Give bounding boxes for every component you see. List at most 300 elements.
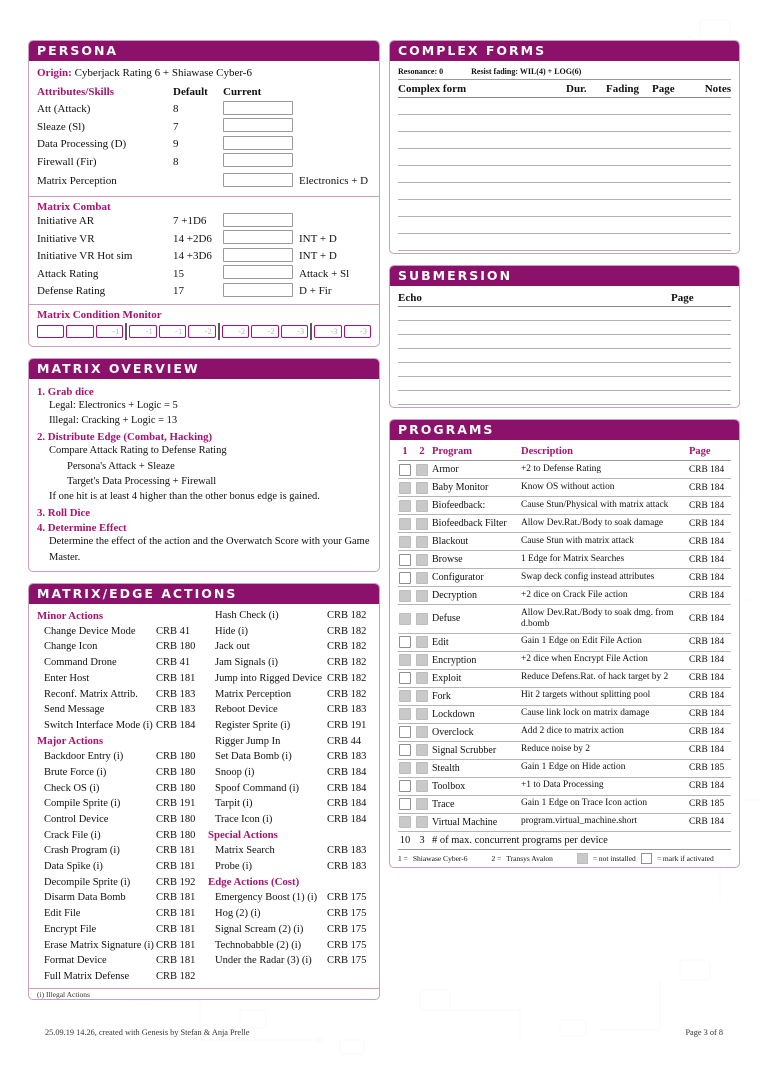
- action-row: [208, 655, 371, 671]
- action-group-header: Major Actions: [37, 735, 104, 748]
- action-page-ref: CRB 180: [156, 751, 196, 763]
- program-page-ref: CRB 184: [689, 727, 725, 738]
- condition-monitor-box[interactable]: -3: [344, 325, 371, 338]
- action-label: Hog (2) (i): [215, 908, 261, 920]
- program-row: [398, 796, 731, 814]
- program-name: Defuse: [432, 613, 461, 625]
- action-row: [208, 749, 371, 765]
- action-label: Emergency Boost (1) (i): [215, 892, 318, 904]
- action-row: [37, 718, 200, 734]
- action-page-ref: CRB 180: [156, 641, 196, 653]
- combat-current-input[interactable]: [223, 265, 293, 279]
- program-description: Swap deck config instead attributes: [521, 571, 655, 582]
- action-label: Data Spike (i): [44, 861, 103, 873]
- matrix-combat-row: [37, 248, 371, 266]
- program-row: [398, 670, 731, 688]
- action-row: [37, 969, 200, 985]
- action-page-ref: CRB 183: [327, 751, 367, 763]
- program-checkbox-device-2: [416, 636, 428, 648]
- action-row: [37, 922, 200, 938]
- program-checkbox-device-1[interactable]: [399, 554, 411, 566]
- footer-credits: 25.09.19 14.26, created with Genesis by Stefan & Anja Prelle: [45, 1028, 250, 1037]
- action-page-ref: CRB 175: [327, 892, 367, 904]
- blank-table-row: [398, 391, 731, 405]
- program-name: Stealth: [432, 762, 460, 774]
- action-page-ref: CRB 175: [327, 923, 367, 935]
- matrix-combat-row: [37, 265, 371, 283]
- overview-step-line: Illegal: Cracking + Logic = 13: [49, 415, 178, 427]
- action-row: [37, 796, 200, 812]
- action-label: Hash Check (i): [215, 610, 279, 622]
- action-group-header: Edge Actions (Cost): [208, 876, 300, 889]
- action-row: [208, 780, 371, 796]
- left-column: [28, 40, 380, 1011]
- max-programs-device-2: 3: [419, 834, 425, 846]
- action-row: [208, 639, 371, 655]
- program-row: [398, 814, 731, 832]
- program-description: Gain 1 Edge on Trace Icon action: [521, 798, 648, 809]
- program-page-ref: CRB 185: [689, 799, 725, 810]
- legend-key-2: 2 =: [491, 853, 502, 863]
- action-page-ref: CRB 181: [156, 908, 196, 920]
- action-row: [37, 749, 200, 765]
- program-row: [398, 551, 731, 569]
- attributes-header-row: [37, 83, 371, 101]
- attribute-row: [37, 136, 371, 154]
- program-checkbox-device-1[interactable]: [399, 726, 411, 738]
- legend-device-1: Shiawase Cyber-6: [412, 853, 468, 863]
- action-page-ref: CRB 184: [327, 766, 367, 778]
- persona-section: [28, 40, 380, 347]
- condition-monitor-box[interactable]: -2: [222, 325, 249, 338]
- col-prog-page: Page: [689, 446, 711, 457]
- action-row: [208, 890, 371, 906]
- action-label: Change Device Mode: [44, 625, 136, 637]
- action-page-ref: CRB 182: [327, 672, 367, 684]
- resist-fading-value: Resist fading: WIL(4) + LOG(6): [471, 67, 582, 76]
- action-label: Switch Interface Mode (i): [44, 719, 153, 731]
- program-page-ref: CRB 184: [689, 655, 725, 666]
- col-notes: Notes: [704, 83, 731, 95]
- action-page-ref: CRB 181: [156, 955, 196, 967]
- combat-default: 7 +1D6: [173, 215, 207, 228]
- col-page: Page: [652, 83, 675, 95]
- origin-label: Origin:: [37, 67, 72, 79]
- programs-summary-row: [398, 832, 731, 850]
- condition-monitor-box[interactable]: -3: [281, 325, 308, 338]
- matrix-combat-row: [37, 283, 371, 301]
- action-label: Spoof Command (i): [215, 782, 299, 794]
- combat-name: Attack Rating: [37, 267, 99, 280]
- action-page-ref: CRB 181: [156, 892, 196, 904]
- attribute-row: [37, 101, 371, 119]
- blank-table-row: [398, 335, 731, 349]
- program-row: [398, 724, 731, 742]
- action-page-ref: CRB 183: [156, 704, 196, 716]
- action-label: Format Device: [44, 955, 107, 967]
- program-description: Reduce noise by 2: [521, 744, 590, 755]
- condition-monitor-box[interactable]: -2: [188, 325, 215, 338]
- program-row: [398, 742, 731, 760]
- action-label: Compile Sprite (i): [44, 798, 121, 810]
- program-row: [398, 587, 731, 605]
- divider: [29, 304, 379, 305]
- action-label: Command Drone: [44, 657, 117, 669]
- complex-forms-title: COMPLEX FORMS: [390, 41, 739, 61]
- program-row: [398, 634, 731, 652]
- complex-forms-blank-rows: [398, 98, 731, 251]
- col-device-2: 2: [419, 446, 425, 457]
- action-label: Jam Signals (i): [215, 657, 278, 669]
- program-name: Trace: [432, 798, 455, 810]
- program-checkbox-device-1[interactable]: [399, 672, 411, 684]
- action-row: [37, 906, 200, 922]
- combat-name: Initiative VR: [37, 232, 95, 245]
- program-checkbox-device-1[interactable]: [399, 464, 411, 476]
- action-page-ref: CRB 183: [327, 845, 367, 857]
- program-row: [398, 515, 731, 533]
- submersion-header-row: [398, 290, 731, 307]
- origin-value: Cyberjack Rating 6 + Shiawase Cyber-6: [74, 67, 252, 79]
- action-row: [208, 686, 371, 702]
- action-row: [208, 906, 371, 922]
- action-page-ref: CRB 181: [156, 672, 196, 684]
- program-checkbox-device-1[interactable]: [399, 780, 411, 792]
- matrix-combat-title: Matrix Combat: [37, 200, 111, 213]
- combat-note: Attack + Sl: [299, 267, 350, 280]
- action-label: Matrix Perception: [215, 688, 292, 700]
- program-checkbox-device-2: [416, 482, 428, 494]
- program-description: Gain 1 Edge on Hide action: [521, 762, 626, 773]
- matrix-perception-row: [37, 171, 371, 192]
- action-row: [37, 671, 200, 687]
- complex-forms-header-row: [398, 80, 731, 98]
- max-programs-text: # of max. concurrent programs per device: [432, 834, 608, 846]
- combat-current-input[interactable]: [223, 283, 293, 297]
- program-checkbox-device-2: [416, 554, 428, 566]
- attribute-default: 9: [173, 138, 179, 151]
- program-checkbox-device-2: [416, 572, 428, 584]
- matrix-perception-input[interactable]: [223, 173, 293, 187]
- program-checkbox-device-1[interactable]: [399, 744, 411, 756]
- action-label: Check OS (i): [44, 782, 100, 794]
- program-name: Baby Monitor: [432, 482, 489, 493]
- program-rows: [398, 461, 731, 832]
- program-row: [398, 569, 731, 587]
- action-row: [37, 639, 200, 655]
- program-row: [398, 479, 731, 497]
- action-page-ref: CRB 180: [156, 782, 196, 794]
- program-name: Browse: [432, 554, 463, 565]
- col-fading: Fading: [606, 83, 640, 95]
- actions-section: [28, 583, 380, 1001]
- action-label: Enter Host: [44, 672, 90, 684]
- action-row: [37, 702, 200, 718]
- action-label: Change Icon: [44, 641, 98, 653]
- condition-monitor-divider: [125, 323, 127, 340]
- program-page-ref: CRB 184: [689, 590, 725, 601]
- action-page-ref: CRB 184: [327, 782, 367, 794]
- blank-table-row: [398, 149, 731, 166]
- col-echo: Echo: [398, 292, 422, 304]
- program-page-ref: CRB 184: [689, 572, 725, 583]
- program-checkbox-device-1: [399, 816, 411, 828]
- col-description: Description: [521, 446, 573, 457]
- action-page-ref: CRB 182: [327, 657, 367, 669]
- condition-monitor-box[interactable]: -3: [314, 325, 341, 338]
- program-checkbox-device-2: [416, 672, 428, 684]
- action-row: [208, 733, 371, 749]
- blank-table-row: [398, 183, 731, 200]
- action-page-ref: CRB 183: [156, 688, 196, 700]
- action-page-ref: CRB 182: [156, 970, 196, 982]
- program-checkbox-device-1[interactable]: [399, 636, 411, 648]
- program-checkbox-device-1: [399, 708, 411, 720]
- col-program: Program: [432, 446, 473, 457]
- program-checkbox-device-2: [416, 708, 428, 720]
- program-checkbox-device-1[interactable]: [399, 572, 411, 584]
- combat-name: Initiative AR: [37, 215, 95, 228]
- program-name: Configurator: [432, 572, 484, 583]
- program-description: Cause Stun/Physical with matrix attack: [521, 499, 669, 510]
- blank-table-row: [398, 132, 731, 149]
- program-checkbox-device-2: [416, 518, 428, 530]
- action-row: [37, 859, 200, 875]
- condition-monitor-box[interactable]: [66, 325, 93, 338]
- action-page-ref: CRB 41: [156, 657, 191, 669]
- program-row: [398, 605, 731, 634]
- program-checkbox-device-2: [416, 536, 428, 548]
- action-page-ref: CRB 44: [327, 735, 362, 747]
- action-row: [208, 796, 371, 812]
- action-page-ref: CRB 184: [327, 798, 367, 810]
- action-label: Brute Force (i): [44, 766, 107, 778]
- overview-step: [37, 431, 371, 504]
- blank-table-row: [398, 98, 731, 115]
- program-checkbox-device-2: [416, 690, 428, 702]
- combat-current-input[interactable]: [223, 248, 293, 262]
- legend-device-2: Transys Avalon: [506, 853, 553, 863]
- overview-step-title: 3. Roll Dice: [37, 507, 91, 520]
- divider: [29, 196, 379, 197]
- matrix-combat-rows: [37, 213, 371, 301]
- action-row: [208, 953, 371, 969]
- action-label: Jump into Rigged Device: [215, 672, 323, 684]
- matrix-overview-section: [28, 358, 380, 572]
- program-description: Know OS without action: [521, 481, 615, 492]
- program-checkbox-device-1[interactable]: [399, 798, 411, 810]
- program-row: [398, 461, 731, 479]
- default-header: Default: [173, 85, 208, 98]
- program-checkbox-device-2: [416, 762, 428, 774]
- program-description: program.virtual_machine.short: [521, 816, 638, 827]
- attributes-header: Attributes/Skills: [37, 85, 115, 98]
- combat-default: 14 +2D6: [173, 232, 212, 245]
- condition-monitor-box[interactable]: [37, 325, 64, 338]
- action-row: [208, 922, 371, 938]
- action-row: [37, 765, 200, 781]
- actions-right-column: [208, 608, 371, 985]
- program-row: [398, 688, 731, 706]
- action-row: [37, 827, 200, 843]
- condition-monitor: [37, 323, 371, 340]
- program-row: [398, 760, 731, 778]
- action-row: [37, 812, 200, 828]
- col-device-1: 1: [402, 446, 408, 457]
- program-name: Encryption: [432, 654, 477, 666]
- action-label: Crash Program (i): [44, 845, 120, 857]
- action-page-ref: CRB 175: [327, 955, 367, 967]
- actions-title: MATRIX/EDGE ACTIONS: [29, 584, 379, 604]
- right-column: [389, 40, 740, 879]
- programs-section: [389, 419, 740, 868]
- action-label: Rigger Jump In: [215, 735, 281, 747]
- overview-step-title: 4. Determine Effect: [37, 522, 127, 535]
- action-label: Disarm Data Bomb: [44, 892, 126, 904]
- program-name: Toolbox: [432, 780, 466, 792]
- action-row: [37, 843, 200, 859]
- action-page-ref: CRB 181: [156, 923, 196, 935]
- condition-monitor-box[interactable]: -2: [251, 325, 278, 338]
- action-row: [208, 812, 371, 828]
- action-row: [37, 623, 200, 639]
- attribute-rows: [37, 101, 371, 171]
- action-row: [208, 843, 371, 859]
- action-page-ref: CRB 180: [156, 814, 196, 826]
- blank-table-row: [398, 115, 731, 132]
- action-row: [208, 608, 371, 624]
- action-row: [208, 718, 371, 734]
- attribute-default: 8: [173, 155, 179, 168]
- action-page-ref: CRB 184: [327, 814, 367, 826]
- action-group-header: Minor Actions: [37, 609, 104, 622]
- col-sub-page: Page: [671, 292, 694, 304]
- program-checkbox-device-2: [416, 590, 428, 602]
- action-label: Snoop (i): [215, 766, 255, 778]
- action-label: Edit File: [44, 908, 81, 920]
- legend-not-installed-label: = not installed: [592, 853, 636, 863]
- action-label: Probe (i): [215, 861, 253, 873]
- legend-activated-swatch: [641, 853, 652, 864]
- overview-step: [37, 522, 371, 564]
- program-row: [398, 706, 731, 724]
- program-checkbox-device-1: [399, 482, 411, 494]
- attribute-current-input[interactable]: [223, 118, 293, 132]
- program-checkbox-device-1: [399, 590, 411, 602]
- action-page-ref: CRB 182: [327, 610, 367, 622]
- program-name: Virtual Machine: [432, 816, 498, 828]
- program-description: 1 Edge for Matrix Searches: [521, 553, 625, 564]
- action-page-ref: CRB 191: [156, 798, 196, 810]
- action-page-ref: CRB 182: [327, 625, 367, 637]
- program-checkbox-device-2: [416, 613, 428, 625]
- program-row: [398, 652, 731, 670]
- overview-step-line: Compare Attack Rating to Defense Rating: [49, 445, 227, 457]
- attribute-current-input[interactable]: [223, 153, 293, 167]
- matrix-combat-row: [37, 230, 371, 248]
- blank-table-row: [398, 349, 731, 363]
- program-checkbox-device-2: [416, 744, 428, 756]
- program-row: [398, 533, 731, 551]
- program-name: Biofeedback:: [432, 500, 486, 511]
- action-label: Decompile Sprite (i): [44, 876, 131, 888]
- max-programs-device-1: 10: [399, 834, 411, 846]
- action-page-ref: CRB 192: [156, 876, 196, 888]
- blank-table-row: [398, 377, 731, 391]
- program-checkbox-device-2: [416, 500, 428, 512]
- action-page-ref: CRB 183: [327, 861, 367, 873]
- program-description: Hit 2 targets without splitting pool: [521, 690, 651, 701]
- program-name: Exploit: [432, 672, 462, 684]
- program-description: +2 dice on Crack File action: [521, 589, 628, 600]
- combat-default: 17: [173, 285, 184, 298]
- condition-monitor-box[interactable]: -1: [96, 325, 123, 338]
- program-checkbox-device-1: [399, 518, 411, 530]
- program-checkbox-device-2: [416, 464, 428, 476]
- programs-legend: [398, 850, 731, 865]
- program-description: +2 to Defense Rating: [521, 463, 602, 474]
- combat-default: 15: [173, 267, 184, 280]
- program-checkbox-device-2: [416, 798, 428, 810]
- condition-monitor-box[interactable]: -1: [129, 325, 156, 338]
- condition-monitor-box[interactable]: -1: [159, 325, 186, 338]
- program-page-ref: CRB 185: [689, 763, 725, 774]
- overview-step-line: Target's Data Processing + Firewall: [67, 475, 217, 487]
- program-checkbox-device-1: [399, 500, 411, 512]
- action-label: Matrix Search: [215, 845, 275, 857]
- action-page-ref: CRB 180: [156, 766, 196, 778]
- combat-current-input[interactable]: [223, 230, 293, 244]
- program-name: Edit: [432, 636, 449, 648]
- overview-step-line: Persona's Attack + Sleaze: [67, 460, 175, 472]
- program-page-ref: CRB 184: [689, 691, 725, 702]
- action-page-ref: CRB 41: [156, 625, 191, 637]
- action-label: Send Message: [44, 704, 105, 716]
- attribute-row: [37, 153, 371, 171]
- action-row: [208, 623, 371, 639]
- action-page-ref: CRB 182: [327, 688, 367, 700]
- attribute-default: 8: [173, 103, 179, 116]
- action-row: [208, 671, 371, 687]
- resonance-value: Resonance: 0: [398, 67, 444, 76]
- program-name: Overclock: [432, 726, 474, 738]
- action-label: Hide (i): [215, 625, 248, 637]
- complex-forms-section: [389, 40, 740, 254]
- action-label: Register Sprite (i): [215, 719, 291, 731]
- action-row: [37, 780, 200, 796]
- action-page-ref: CRB 175: [327, 939, 367, 951]
- program-page-ref: CRB 184: [689, 464, 725, 475]
- action-page-ref: CRB 180: [156, 829, 196, 841]
- overview-step-line: Legal: Electronics + Logic = 5: [49, 400, 178, 411]
- action-label: Technobabble (2) (i): [215, 939, 302, 951]
- legend-key-1: 1 =: [398, 853, 408, 863]
- program-checkbox-device-1: [399, 536, 411, 548]
- attribute-current-input[interactable]: [223, 101, 293, 115]
- action-label: Jack out: [215, 641, 250, 653]
- footer-page-number: Page 3 of 8: [685, 1028, 723, 1037]
- overview-step-line: If one hit is at least 4 higher than the other bonus edge is gained.: [49, 491, 320, 503]
- overview-step: [37, 386, 371, 428]
- combat-current-input[interactable]: [223, 213, 293, 227]
- action-page-ref: CRB 183: [327, 704, 367, 716]
- program-page-ref: CRB 184: [689, 673, 725, 684]
- illegal-actions-footnote: (i) Illegal Actions: [29, 988, 379, 999]
- attribute-current-input[interactable]: [223, 136, 293, 150]
- action-row: [37, 890, 200, 906]
- program-checkbox-device-1: [399, 690, 411, 702]
- overview-step-title: 2. Distribute Edge (Combat, Hacking): [37, 431, 213, 444]
